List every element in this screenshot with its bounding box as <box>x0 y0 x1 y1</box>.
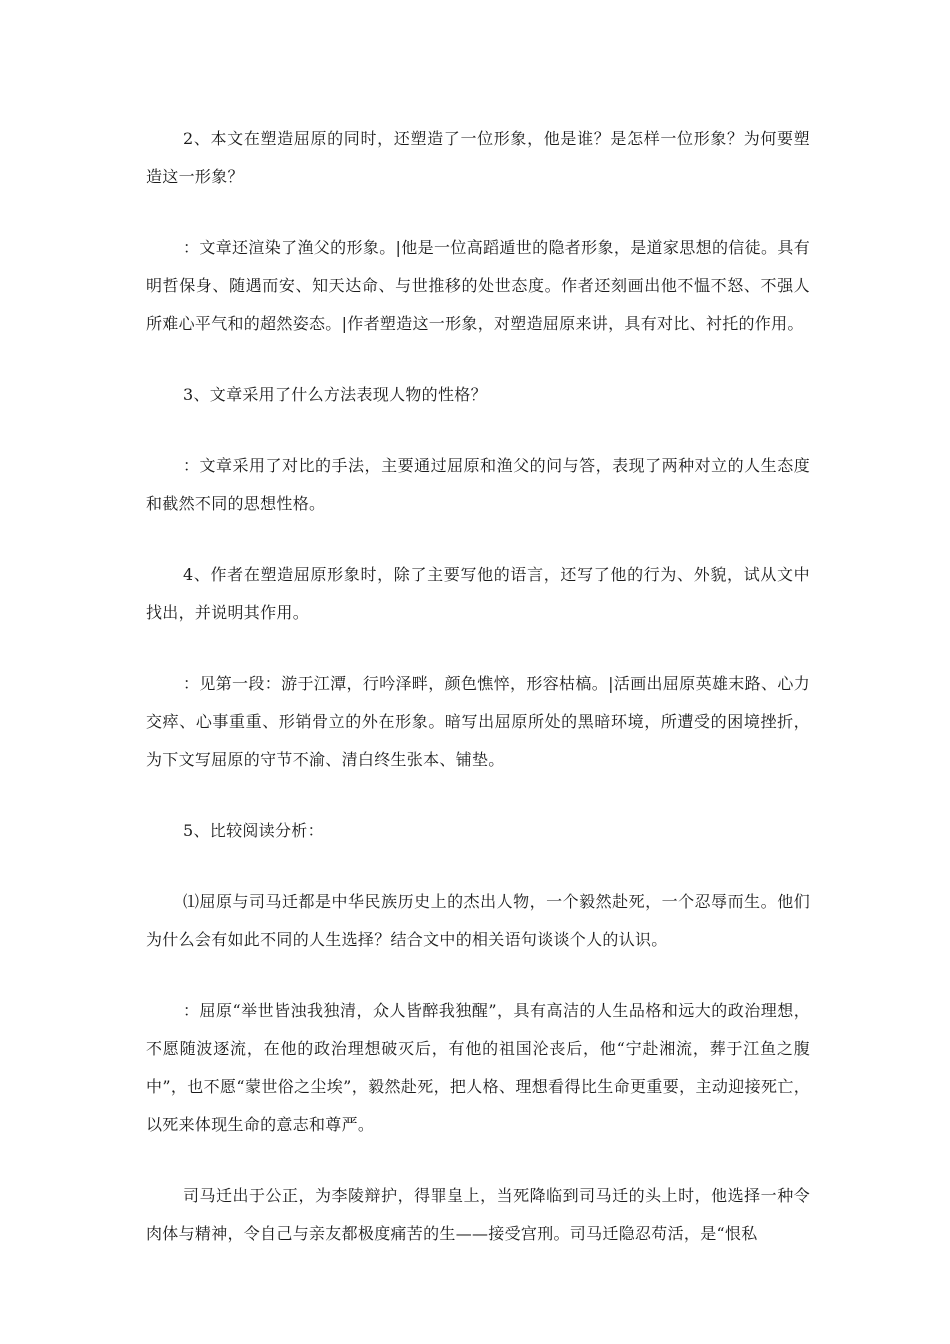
question-2: 2、本文在塑造屈原的同时，还塑造了一位形象，他是谁？是怎样一位形象？为何要塑造这一形象？ <box>146 129 810 186</box>
document-body <box>146 120 810 1286</box>
answer-5-part-1-continued: 司马迁出于公正，为李陵辩护，得罪皇上，当死降临到司马迁的头上时，他选择一种令肉体与精神，令自己与亲友都极度痛苦的生——接受宫刑。司马迁隐忍苟活，是“恨私 <box>146 1186 810 1243</box>
question-4: 4、作者在塑造屈原形象时，除了主要写他的语言，还写了他的行为、外貌，试从文中找出，并说明其作用。 <box>146 565 810 622</box>
answer-2: ：文章还渲染了渔父的形象。|他是一位高蹈遁世的隐者形象，是道家思想的信徒。具有明哲保身、随遇而安、知天达命、与世推移的处世态度。作者还刻画出他不愠不怒、不强人所难心平气和的超然姿态。|作者塑造这一形象，对塑造屈原来讲，具有对比、衬托的作用。 <box>146 238 810 333</box>
answer-4: ：见第一段：游于江潭，行吟泽畔，颜色憔悴，形容枯槁。|活画出屈原英雄末路、心力交瘁、心事重重、形销骨立的外在形象。暗写出屈原所处的黑暗环境，所遭受的困境挫折，为下文写屈原的守节不渝、清白终生张本、铺垫。 <box>146 674 810 769</box>
answer-3: ：文章采用了对比的手法，主要通过屈原和渔父的问与答，表现了两种对立的人生态度和截然不同的思想性格。 <box>146 456 810 513</box>
question-5-part-1: ⑴屈原与司马迁都是中华民族历史上的杰出人物，一个毅然赴死，一个忍辱而生。他们为什么会有如此不同的人生选择？结合文中的相关语句谈谈个人的认识。 <box>146 892 810 949</box>
question-5: 5、比较阅读分析： <box>183 821 324 840</box>
answer-5-part-1: ：屈原“举世皆浊我独清，众人皆醉我独醒”，具有高洁的人生品格和远大的政治理想，不愿随波逐流，在他的政治理想破灭后，有他的祖国沦丧后，他“宁赴湘流，葬于江鱼之腹中”，也不愿“蒙世俗之尘埃”，毅然赴死，把人格、理想看得比生命更重要，主动迎接死亡，以死来体现生命的意志和尊严。 <box>146 1001 810 1134</box>
question-3: 3、文章采用了什么方法表现人物的性格？ <box>183 385 487 404</box>
